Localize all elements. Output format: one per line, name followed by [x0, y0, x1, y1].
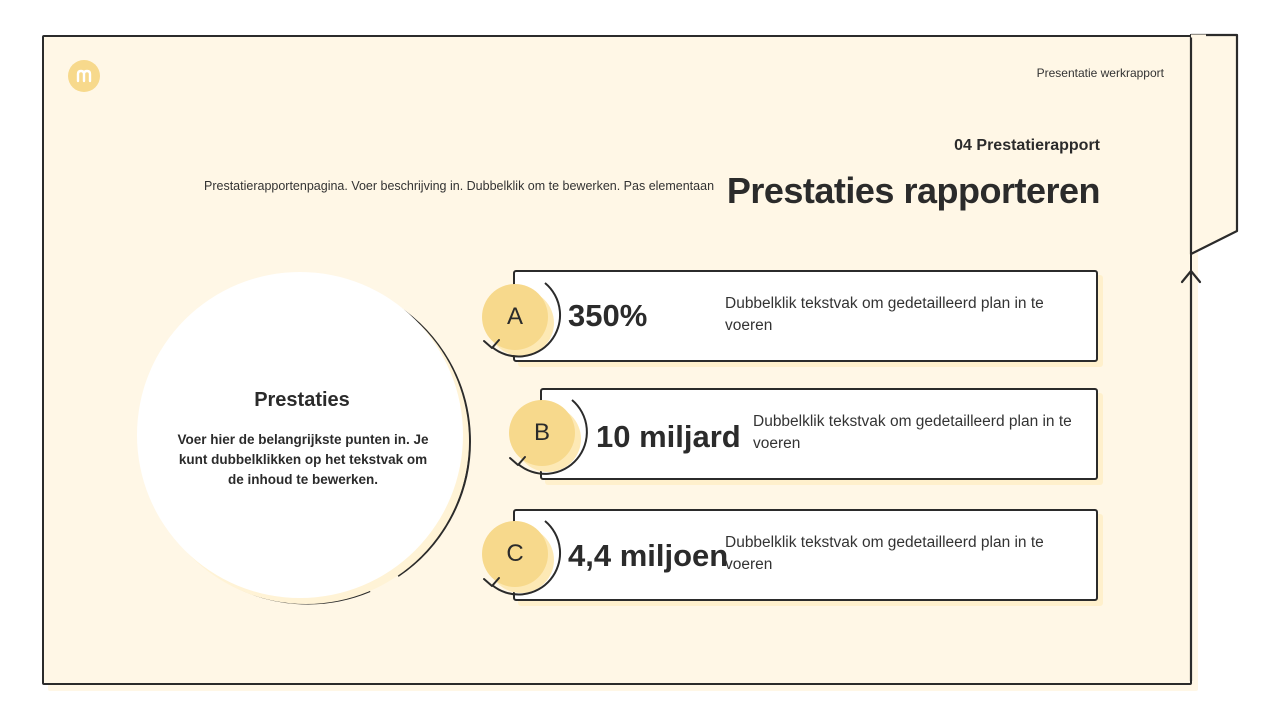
page-title[interactable]: Prestaties rapporteren — [726, 170, 1100, 211]
header-note: Presentatie werkrapport — [1036, 66, 1164, 80]
metric-b[interactable]: 10 miljard — [596, 419, 741, 454]
card-text-c[interactable]: Dubbelklik tekstvak om gedetailleerd plan in te voeren — [725, 534, 1044, 573]
flag-shape — [1191, 35, 1237, 254]
card-text-b[interactable]: Dubbelklik tekstvak om gedetailleerd plan in te voeren — [753, 413, 1072, 452]
badge-letter: C — [506, 540, 524, 567]
logo — [68, 60, 100, 92]
circle-body[interactable]: Voer hier de belangrijkste punten in. Je kunt dubbelklikken op het tekstvak om de inhoud te bewerken. — [177, 432, 429, 487]
badge-letter: B — [533, 419, 550, 446]
section-kicker: 04 Prestatierapport — [954, 137, 1100, 154]
card-text-a[interactable]: Dubbelklik tekstvak om gedetailleerd plan in te voeren — [725, 295, 1044, 334]
metric-a[interactable]: 350% — [568, 298, 648, 333]
badge-a — [482, 284, 548, 350]
badge-letter: A — [506, 303, 523, 330]
metric-c[interactable]: 4,4 miljoen — [568, 538, 729, 573]
m-logo-icon — [74, 66, 94, 86]
section-description[interactable]: Prestatierapportenpagina. Voer beschrijving in. Dubbelklik om te bewerken. Pas elementaan — [204, 179, 715, 193]
badge-c — [482, 521, 548, 587]
badge-b — [509, 400, 575, 466]
circle-title[interactable]: Prestaties — [254, 389, 350, 411]
